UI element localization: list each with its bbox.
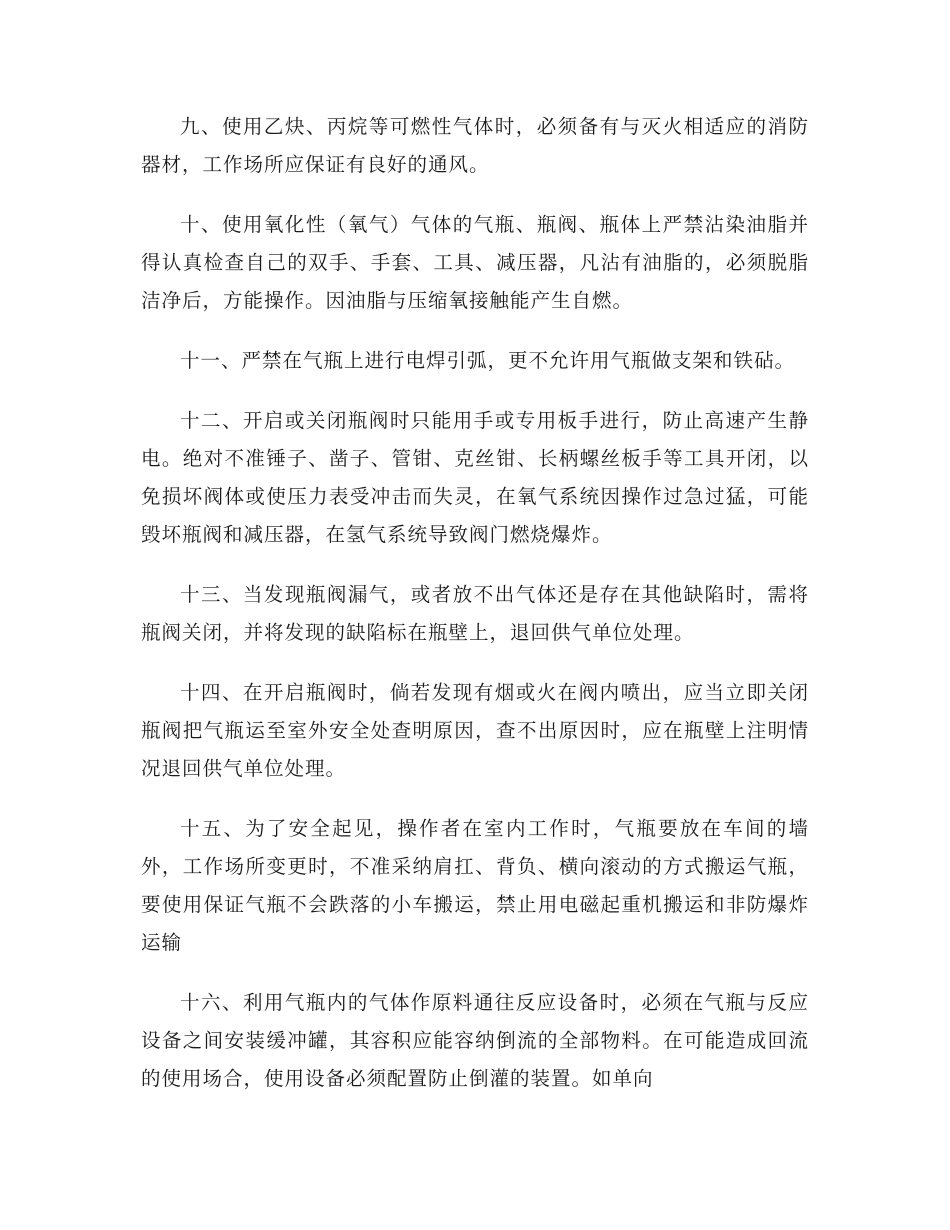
paragraph-9: 九、使用乙炔、丙烷等可燃性气体时，必须备有与灭火相适应的消防器材，工作场所应保证有良好的通风。 bbox=[141, 115, 809, 176]
paragraph-12: 十二、开启或关闭瓶阀时只能用手或专用板手进行，防止高速产生静电。绝对不准锤子、凿子、管钳、克丝钳、长柄螺丝板手等工具开闭，以免损坏阀体或使压力表受冲击而失灵，在氧气系统因操作过急过猛，可能毁坏瓶阀和减压器，在氢气系统导致阀门燃烧爆炸。 bbox=[141, 409, 809, 546]
paragraph-16: 十六、利用气瓶内的气体作原料通往反应设备时，必须在气瓶与反应设备之间安装缓冲罐，其容积应能容纳倒流的全部物料。在可能造成回流的使用场合，使用设备必须配置防止倒灌的装置。如单向 bbox=[141, 991, 809, 1090]
paragraph-13: 十三、当发现瓶阀漏气，或者放不出气体还是存在其他缺陷时，需将瓶阀关闭，并将发现的缺陷标在瓶壁上，退回供气单位处理。 bbox=[141, 583, 809, 644]
document-body bbox=[141, 108, 809, 1120]
paragraph-15: 十五、为了安全起见，操作者在室内工作时，气瓶要放在车间的墙外，工作场所变更时，不准采纳肩扛、背负、横向滚动的方式搬运气瓶，要使用保证气瓶不会跌落的小车搬运，禁止用电磁起重机搬运和非防爆炸运输 bbox=[141, 817, 809, 954]
paragraph-11: 十一、严禁在气瓶上进行电焊引弧，更不允许用气瓶做支架和铁砧。 bbox=[180, 349, 796, 372]
paragraph-14: 十四、在开启瓶阀时，倘若发现有烟或火在阀内喷出，应当立即关闭瓶阀把气瓶运至室外安全处查明原因，查不出原因时，应在瓶壁上注明情况退回供气单位处理。 bbox=[141, 681, 809, 780]
paragraph-10: 十、使用氧化性（氧气）气体的气瓶、瓶阀、瓶体上严禁沾染油脂并得认真检查自己的双手、手套、工具、减压器，凡沾有油脂的，必须脱脂洁净后，方能操作。因油脂与压缩氧接触能产生自燃。 bbox=[141, 213, 809, 312]
